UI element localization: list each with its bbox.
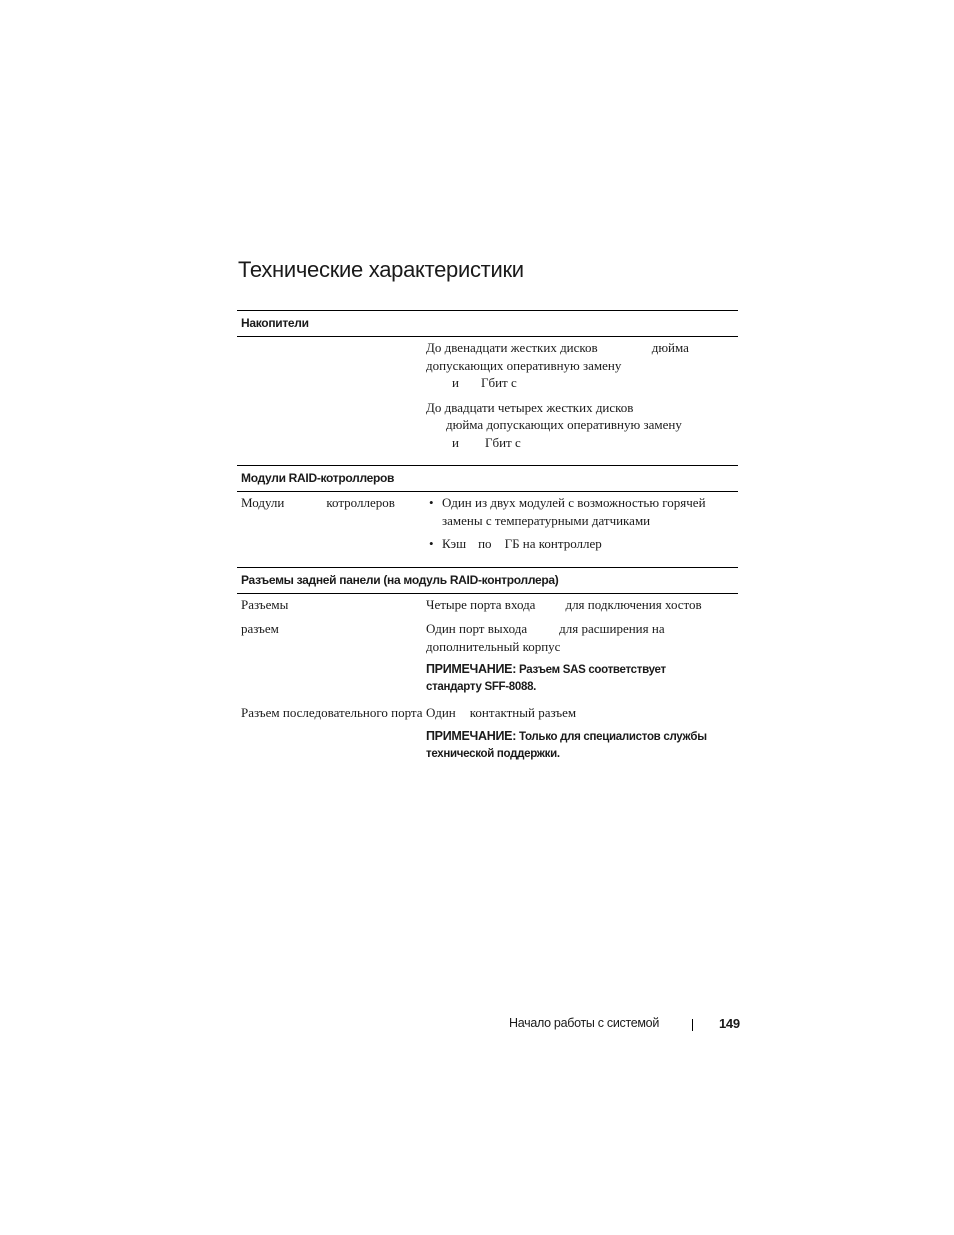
raid-bullet-list [426, 494, 732, 553]
note-support-text2: технической поддержки. [426, 747, 560, 760]
expansion-value-enclosure: дополнительный корпус [426, 638, 561, 654]
spec-label-serial: Разъем последовательного порта [241, 705, 423, 720]
drives-option-1-text: До двенадцати жестких дисков [426, 340, 598, 355]
spec-value-drives [426, 339, 738, 451]
note-sas-label: ПРИМЕЧАНИЕ: [426, 662, 517, 676]
note-sas-text: Разъем SAS соответствует [518, 664, 666, 676]
raid-label-controllers: котроллеров [326, 495, 395, 510]
spec-label-connectors: Разъемы [241, 596, 289, 612]
raid-bullet-cache-size: ГБ на контроллер [504, 536, 602, 551]
spec-row-raid-modules [237, 494, 738, 553]
bullet-dot-icon: • [429, 536, 434, 551]
spec-value-expansion [426, 620, 738, 704]
spec-value-connectors [426, 596, 738, 614]
footer-divider [692, 1019, 693, 1031]
spec-label-raid-modules [237, 494, 426, 553]
drives-option-2-speed: Гбит с [484, 434, 521, 450]
expansion-value-port: Один порт выхода [426, 621, 528, 636]
footer-chapter-title: Начало работы с системой [509, 1016, 660, 1030]
serial-value-connector: контактный разъем [469, 705, 577, 720]
spec-row-connectors [237, 596, 738, 614]
note-support [426, 728, 732, 763]
section-body-raid [237, 492, 738, 567]
drives-option-1-hotswap: допускающих оперативную замену [426, 357, 622, 373]
footer-page-number: 149 [719, 1016, 740, 1031]
raid-bullet-hotswap [426, 494, 732, 529]
expansion-value-purpose: для расширения на [559, 621, 665, 636]
raid-bullet-cache-word: Кэш [442, 536, 467, 551]
section-header-storage: Накопители [237, 310, 738, 337]
drives-option-1-and: и [452, 375, 459, 390]
drives-option-1-speed: Гбит с [480, 375, 517, 390]
spec-label-empty [237, 339, 426, 451]
connectors-value-hosts: для подключения хостов [565, 596, 702, 612]
section-header-raid: Модули RAID-котроллеров [237, 465, 738, 492]
raid-bullet-cache [426, 535, 732, 553]
spec-value-raid-modules [426, 494, 738, 553]
spec-row-serial [237, 704, 738, 771]
spec-label-expansion: разъем [241, 621, 279, 636]
note-sas [426, 661, 732, 696]
drives-option-2-hotswap: дюйма допускающих оперативную замену [446, 417, 682, 432]
drives-option-2 [426, 399, 732, 452]
serial-value-one: Один [426, 705, 456, 720]
drives-option-1-size: дюйма [651, 340, 689, 355]
note-support-label: ПРИМЕЧАНИЕ: [426, 728, 517, 743]
section-body-storage [237, 337, 738, 465]
spec-row-drives [237, 339, 738, 451]
spec-table [237, 310, 738, 785]
connectors-value-ports: Четыре порта входа [426, 596, 536, 612]
section-header-connectors: Разъемы задней панели (на модуль RAID-контроллера) [237, 567, 738, 594]
page-title: Технические характеристики [238, 257, 524, 282]
spec-value-serial [426, 704, 738, 771]
note-sas-text2: стандарту SFF-8088. [426, 681, 537, 693]
bullet-dot-icon: • [429, 495, 434, 510]
section-body-connectors [237, 594, 738, 785]
raid-bullet-hotswap-text: Один из двух модулей с возможностью горячей замены с температурными датчиками [442, 495, 706, 528]
raid-label-modules: Модули [241, 495, 285, 510]
raid-bullet-cache-per: по [478, 536, 492, 551]
drives-option-2-text: До двадцати четырех жестких дисков [426, 399, 634, 415]
drives-option-2-and: и [452, 434, 459, 450]
drives-option-1 [426, 339, 732, 392]
note-support-text: Только для специалистов службы [518, 730, 707, 743]
spec-row-expansion [237, 620, 738, 704]
